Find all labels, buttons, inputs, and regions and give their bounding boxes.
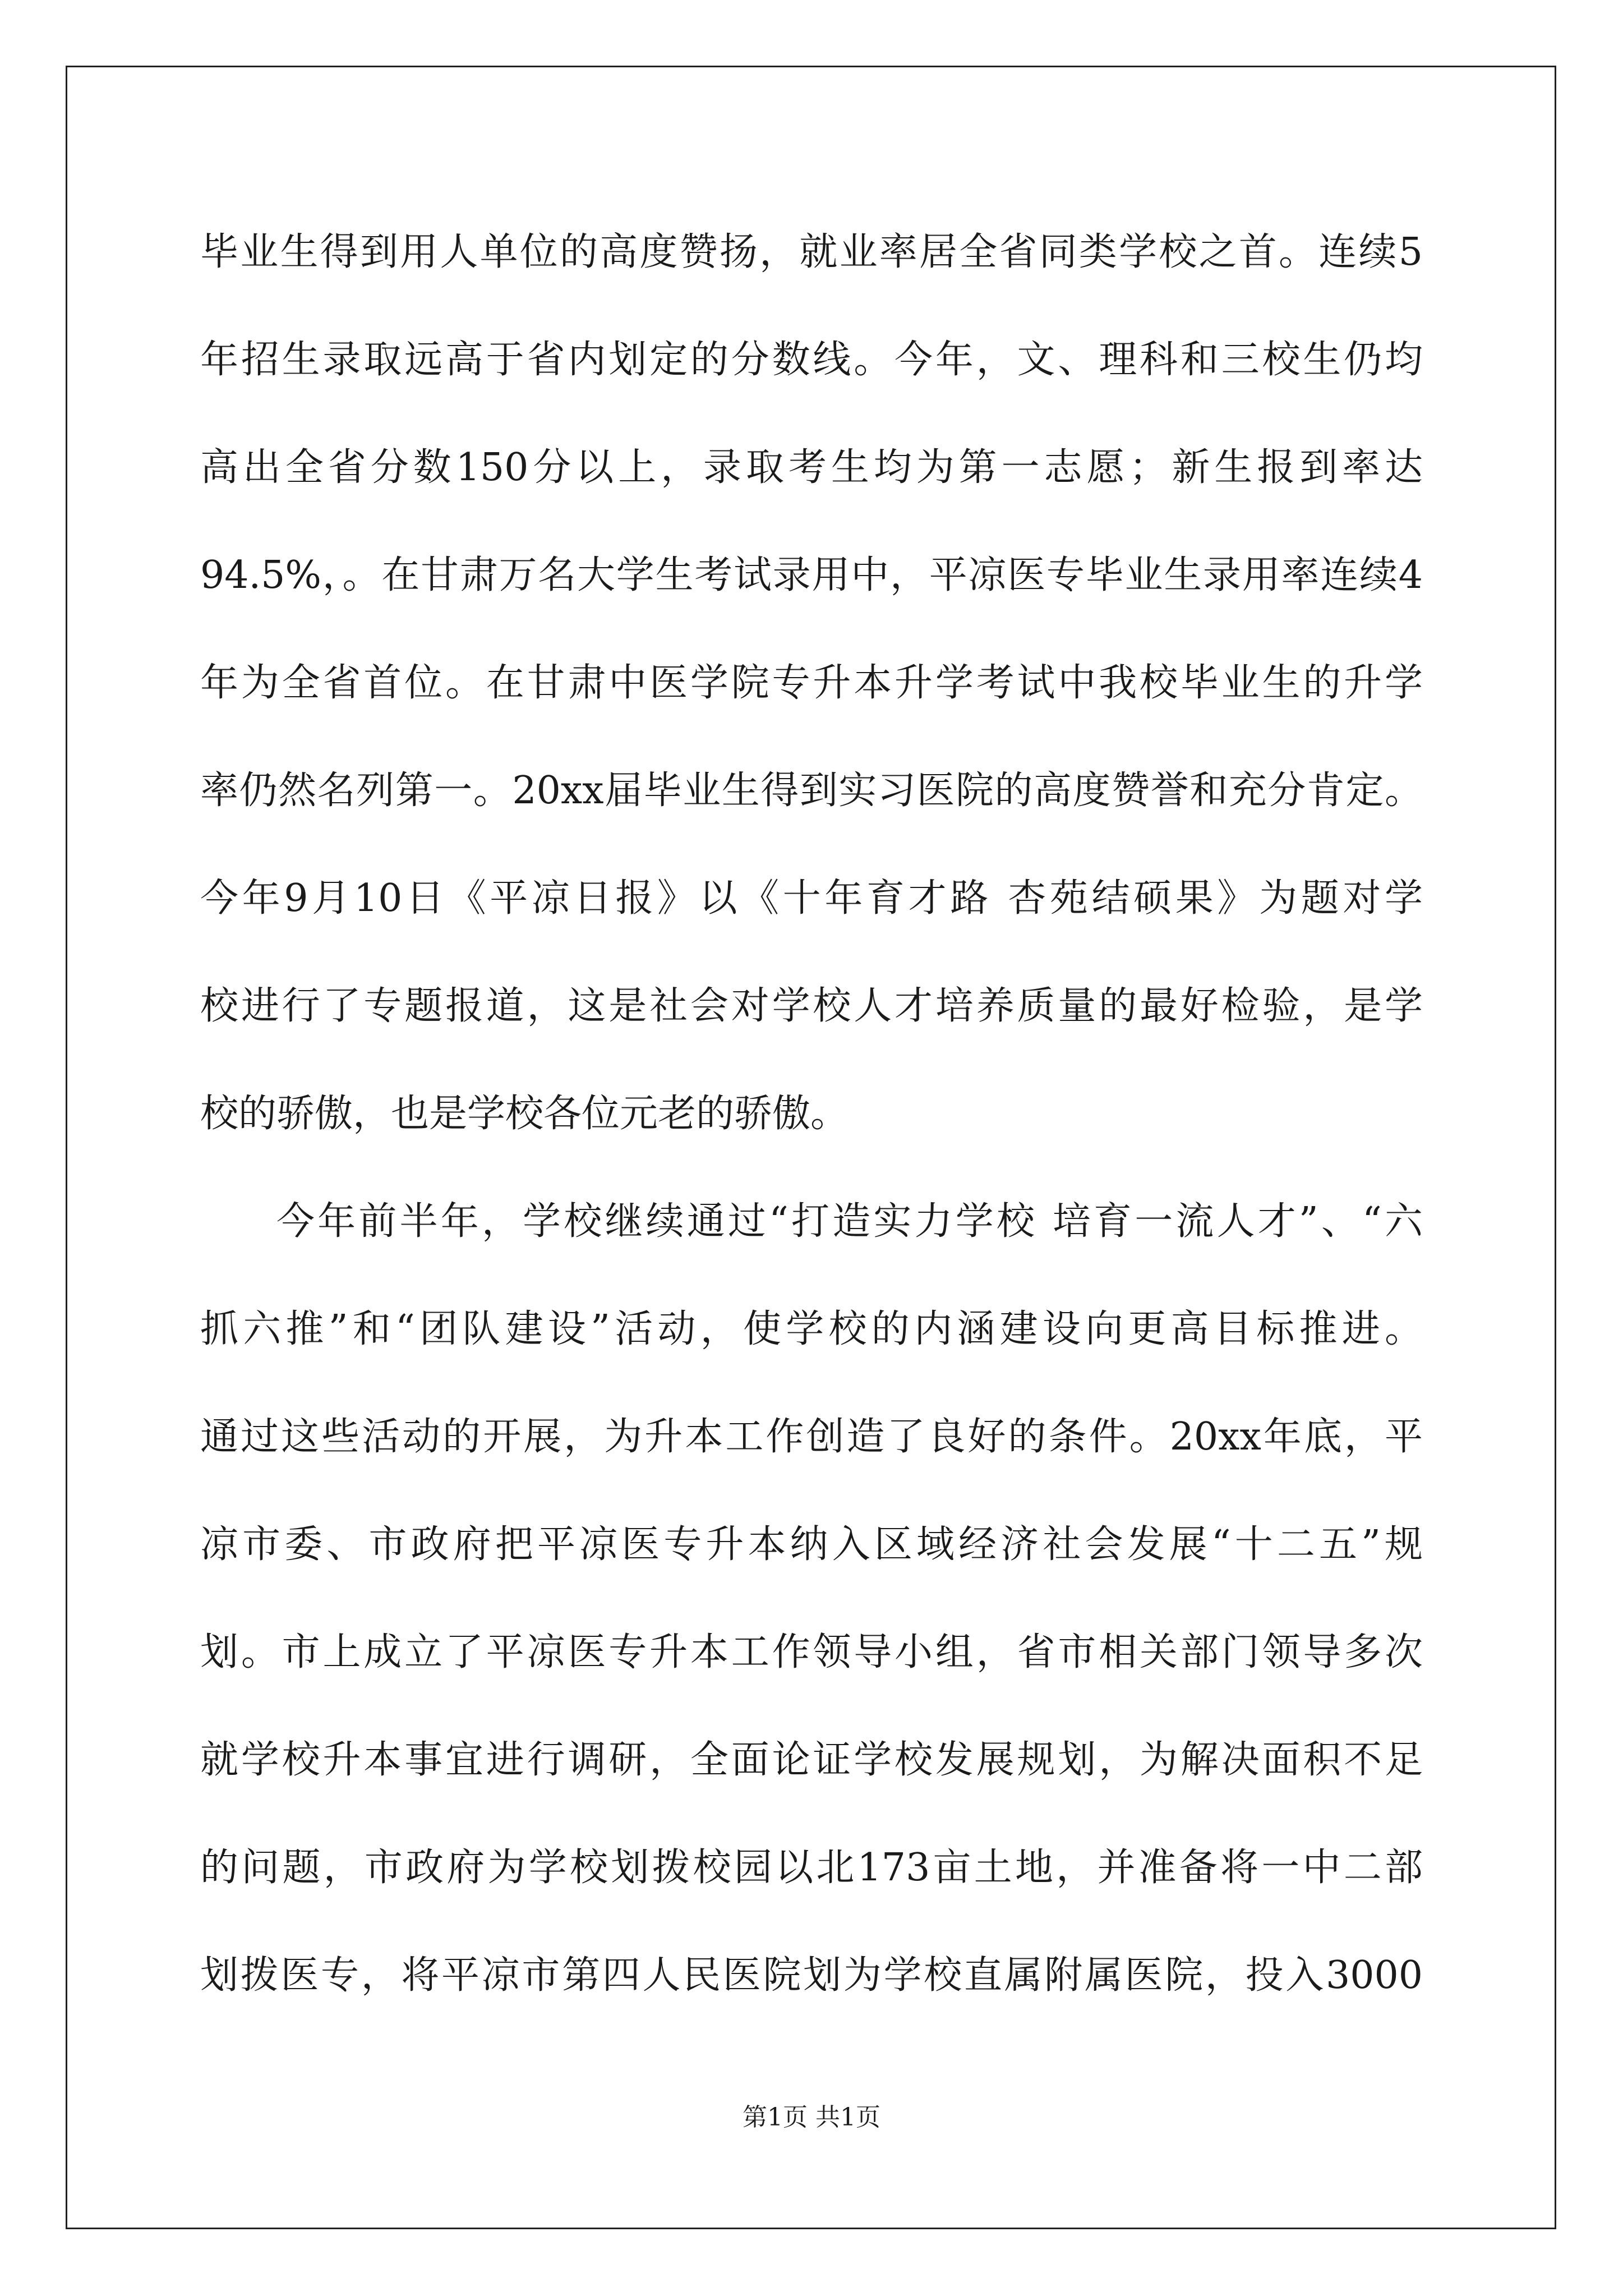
text-line: 的问题，市政府为学校划拨校园以北173亩土地，并准备将一中二部 [200,1846,1423,1890]
text-line: 年招生录取远高于省内划定的分数线。今年，文、理科和三校生仍均 [200,338,1423,382]
page-footer [0,2101,1623,2134]
text-line: 校的骄傲，也是学校各位元老的骄傲。 [200,1092,849,1136]
document-body [200,213,1423,2044]
text-line: 凉市委、市政府把平凉医专升本纳入区域经济社会发展“十二五”规 [200,1522,1423,1567]
text-line: 抓六推”和“团队建设”活动，使学校的内涵建设向更高目标推进。 [200,1307,1423,1351]
text-line: 94.5%，。在甘肃万名大学生考试录用中，平凉医专毕业生录用率连续4 [200,553,1423,597]
text-line: 今年9月10日《平凉日报》以《十年育才路 杏苑结硕果》为题对学 [200,876,1423,921]
text-line: 年为全省首位。在甘肃中医学院专升本升学考试中我校毕业生的升学 [200,661,1423,705]
paragraph [200,1182,1423,2044]
text-line: 高出全省分数150分以上，录取考生均为第一志愿；新生报到率达 [200,445,1423,490]
page-number: 第1页 共1页 [743,2103,880,2132]
text-line: 划。市上成立了平凉医专升本工作领导小组，省市相关部门领导多次 [200,1630,1423,1674]
paragraph [200,213,1423,1182]
text-line: 通过这些活动的开展，为升本工作创造了良好的条件。20xx年底，平 [200,1415,1423,1459]
text-line: 校进行了专题报道，这是社会对学校人才培养质量的最好检验，是学 [200,984,1423,1028]
text-line: 划拨医专，将平凉市第四人民医院划为学校直属附属医院，投入3000 [200,1953,1423,1998]
text-line: 就学校升本事宜进行调研，全面论证学校发展规划，为解决面积不足 [200,1738,1423,1782]
text-line: 率仍然名列第一。20xx届毕业生得到实习医院的高度赞誉和充分肯定。 [200,769,1423,813]
text-line: 今年前半年，学校继续通过“打造实力学校 培育一流人才”、“六 [276,1199,1423,1244]
text-line: 毕业生得到用人单位的高度赞扬，就业率居全省同类学校之首。连续5 [200,230,1423,274]
